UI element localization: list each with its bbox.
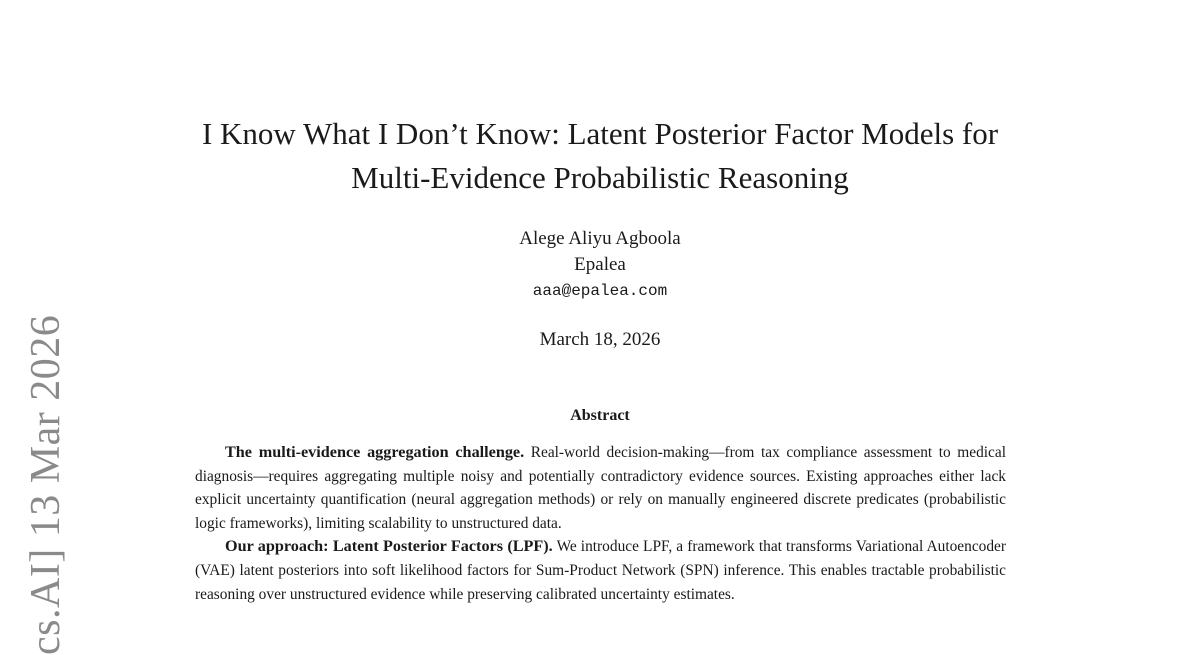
abstract-paragraph-text: Real-world decision-making—from tax compliance assessment to medical diagnosis—requires aggregating multiple noisy and potentially contradictory evidence sources. Existing approaches either lack explicit uncertainty quantification (neural aggregation methods) or rely on manually engineered discrete predicates (probabilistic logic frameworks), limiting scalability to unstructured data. [195,444,1006,532]
paper-title-line-2: Multi-Evidence Probabilistic Reasoning [351,160,849,195]
abstract-paragraph-text: We introduce LPF, a framework that transforms Variational Autoencoder (VAE) latent posteriors into soft likelihood factors for Sum-Product Network (SPN) inference. This enables tractable probabilistic reasoning over unstructured evidence while preserving calibrated uncertainty estimates. [195,538,1006,603]
abstract-body [195,441,1006,606]
author-name: Alege Aliyu Agboola [519,228,681,249]
paper-date: March 18, 2026 [539,329,661,350]
abstract-paragraph-lead: The multi-evidence aggregation challenge. [225,443,525,461]
arxiv-side-stamp: cs.AI] 13 Mar 2026 [23,314,69,655]
author-email[interactable]: aaa@epalea.com [532,282,668,300]
author-affiliation: Epalea [574,254,626,275]
author-block [0,226,1200,304]
paper-title [0,112,1200,200]
abstract-paragraph-lead: Our approach: Latent Posterior Factors (LPF). [225,537,553,556]
abstract-heading: Abstract [570,407,630,424]
abstract-paragraph [195,441,1006,535]
abstract-paragraph [195,535,1006,606]
paper-title-line-1: I Know What I Don’t Know: Latent Posterior Factor Models for [201,116,999,151]
